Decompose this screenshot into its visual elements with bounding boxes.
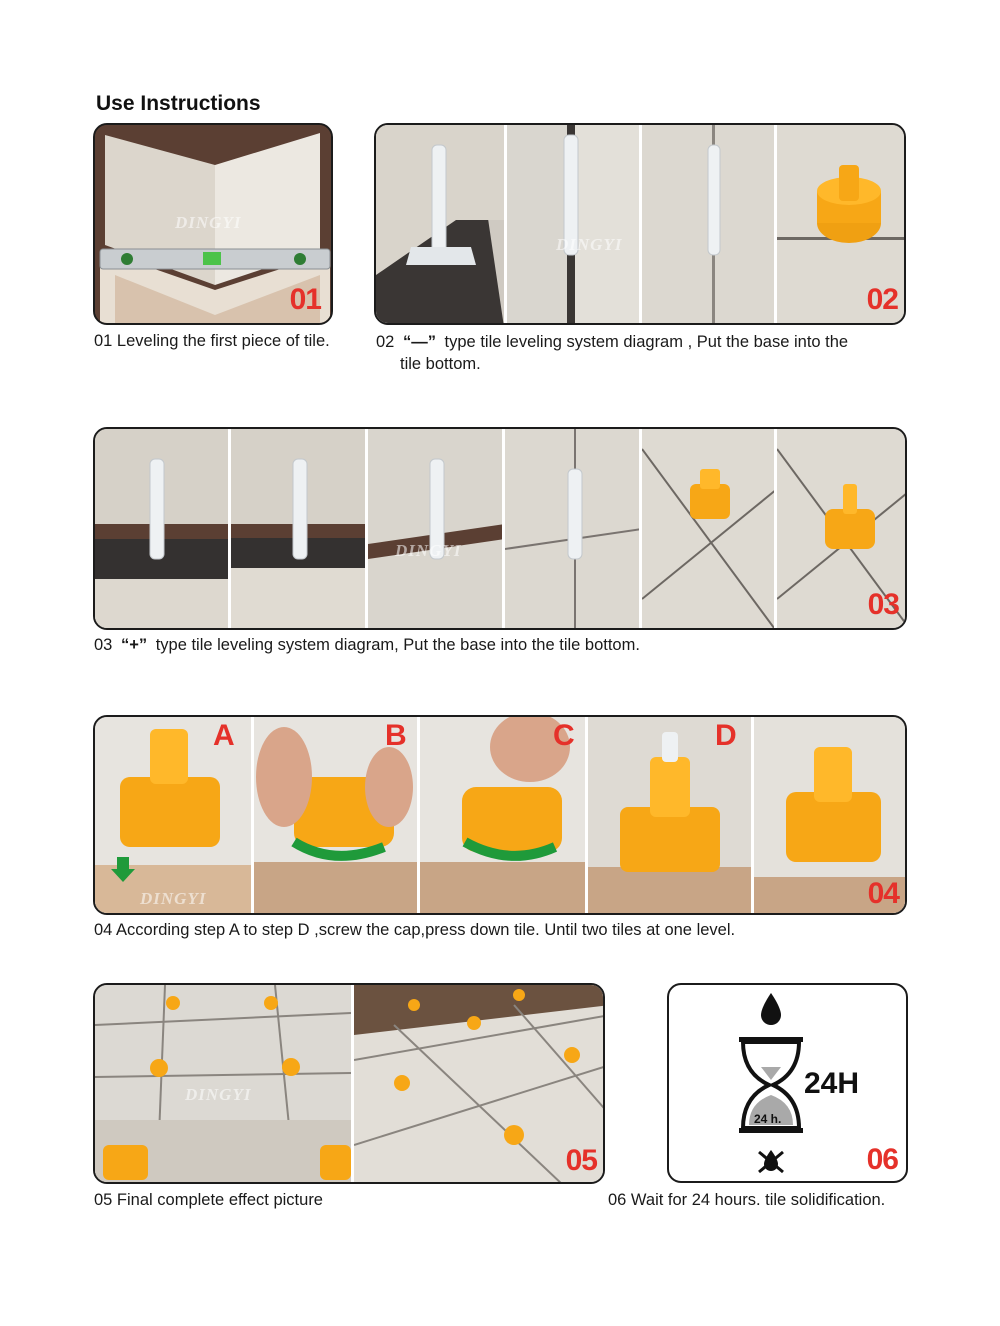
watermark: DINGYI <box>185 1085 252 1104</box>
step-number: 03 <box>867 588 899 621</box>
step-02-photo-strip <box>374 123 906 325</box>
caption-line2: tile bottom. <box>400 355 481 373</box>
page-title: Use Instructions <box>96 92 261 115</box>
step-01-caption: 01 Leveling the first piece of tile. <box>94 332 330 350</box>
type-mark: “+” <box>120 636 148 654</box>
watermark: DINGYI <box>140 889 207 908</box>
step-letter-c: C <box>553 719 575 752</box>
step-03-panel-4 <box>502 429 642 628</box>
step-03-panel-1 <box>95 429 228 628</box>
step-05-photo <box>93 983 605 1184</box>
step-05-caption: 05 Final complete effect picture <box>94 1191 323 1209</box>
step-06-caption: 06 Wait for 24 hours. tile solidification. <box>608 1191 886 1209</box>
plus-base-illustration <box>368 429 505 628</box>
tile-gap-illustration <box>507 125 642 323</box>
step-03-panel-5 <box>639 429 777 628</box>
type-mark: “—” <box>402 333 436 351</box>
step-02-panel-3 <box>639 125 777 323</box>
step-02-panel-1 <box>376 125 504 323</box>
step-03-panel-2 <box>228 429 368 628</box>
step-05-panel-1 <box>95 985 351 1182</box>
caption-prefix: 03 <box>94 636 113 654</box>
step-02-caption <box>376 331 916 375</box>
step-number: 02 <box>866 283 898 316</box>
step-letter-d: D <box>715 719 737 752</box>
step-number: 06 <box>866 1143 898 1176</box>
watermark: DINGYI <box>395 541 462 560</box>
caption-text: type tile leveling system diagram , Put the base into the <box>444 333 849 351</box>
hours-label: 24H <box>804 1067 860 1100</box>
step-03-panel-3 <box>365 429 505 628</box>
caption-prefix: 02 <box>376 333 395 351</box>
step-04-photo-strip <box>93 715 907 915</box>
yellow-cap-illustration <box>642 429 777 628</box>
step-03-caption <box>94 634 640 656</box>
watermark: DINGYI <box>556 235 623 254</box>
step-number: 04 <box>867 877 899 910</box>
step-number: 01 <box>289 283 321 316</box>
step-02-panel-2 <box>504 125 642 323</box>
plus-base-illustration <box>505 429 642 628</box>
tile-base-illustration <box>376 125 504 323</box>
watermark: DINGYI <box>175 213 242 232</box>
tile-joined-illustration <box>642 125 777 323</box>
hourglass-label: 24 h. <box>754 1112 782 1126</box>
step-06-panel <box>667 983 908 1183</box>
caption-text: type tile leveling system diagram, Put the base into the tile bottom. <box>155 636 640 654</box>
plus-base-illustration <box>231 429 368 628</box>
step-03-photo-strip <box>93 427 907 630</box>
step-letter-a: A <box>213 719 235 752</box>
step-letter-b: B <box>385 719 407 752</box>
step-01-photo <box>93 123 333 325</box>
plus-base-illustration <box>95 429 228 628</box>
finished-floor-illustration <box>95 985 351 1182</box>
step-04-caption: 04 According step A to step D ,screw the cap,press down tile. Until two tiles at one level. <box>94 921 736 939</box>
step-number: 05 <box>565 1144 597 1177</box>
